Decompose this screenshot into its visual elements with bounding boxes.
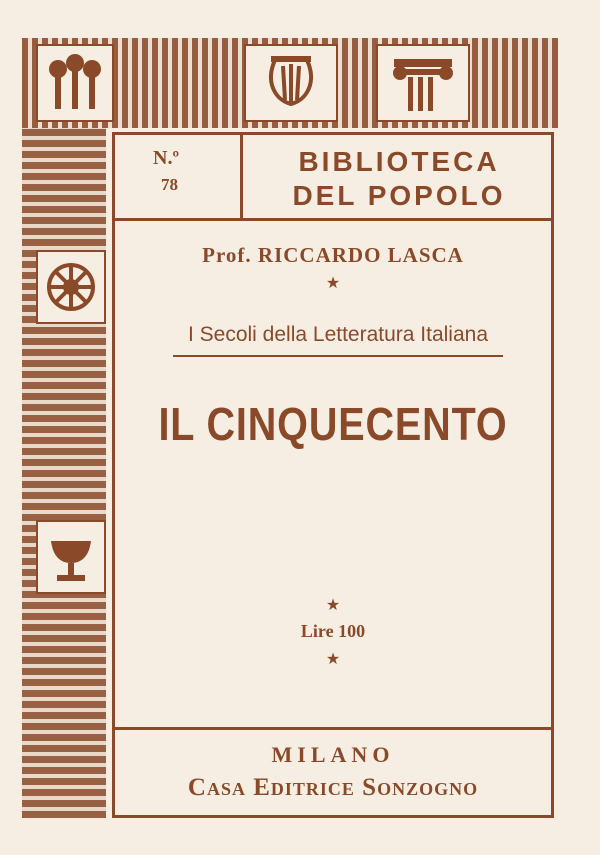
volume-number: 78 xyxy=(161,175,178,194)
publisher-city: MILANO xyxy=(271,742,395,767)
author-name: Prof. RICCARDO LASCA xyxy=(202,243,464,267)
series-title-line1: BIBLIOTECA xyxy=(298,146,500,177)
series-title xyxy=(249,145,549,213)
star-divider-price-bottom: ★ xyxy=(325,651,341,668)
star-divider-top: ★ xyxy=(325,275,341,292)
collection-title: I Secoli della Letteratura Italiana xyxy=(173,323,503,357)
cover-frame xyxy=(112,132,554,818)
cover-header xyxy=(115,135,551,221)
star-divider-price-top: ★ xyxy=(325,597,341,614)
price: Lire 100 xyxy=(300,621,366,641)
tree-icon xyxy=(36,44,114,122)
ornamental-left-border xyxy=(22,128,106,818)
publisher-name: Casa Editrice Sonzogno xyxy=(187,774,479,801)
wheel-icon xyxy=(36,250,106,324)
book-title: IL CINQUECENTO xyxy=(158,398,508,450)
cup-icon xyxy=(36,520,106,594)
volume-number-box xyxy=(115,135,243,218)
lyre-icon xyxy=(244,44,338,122)
series-title-line2: DEL POPOLO xyxy=(292,180,506,211)
column-capital-icon xyxy=(376,44,470,122)
publisher-footer xyxy=(115,727,551,815)
volume-number-label: N.º xyxy=(153,147,180,169)
